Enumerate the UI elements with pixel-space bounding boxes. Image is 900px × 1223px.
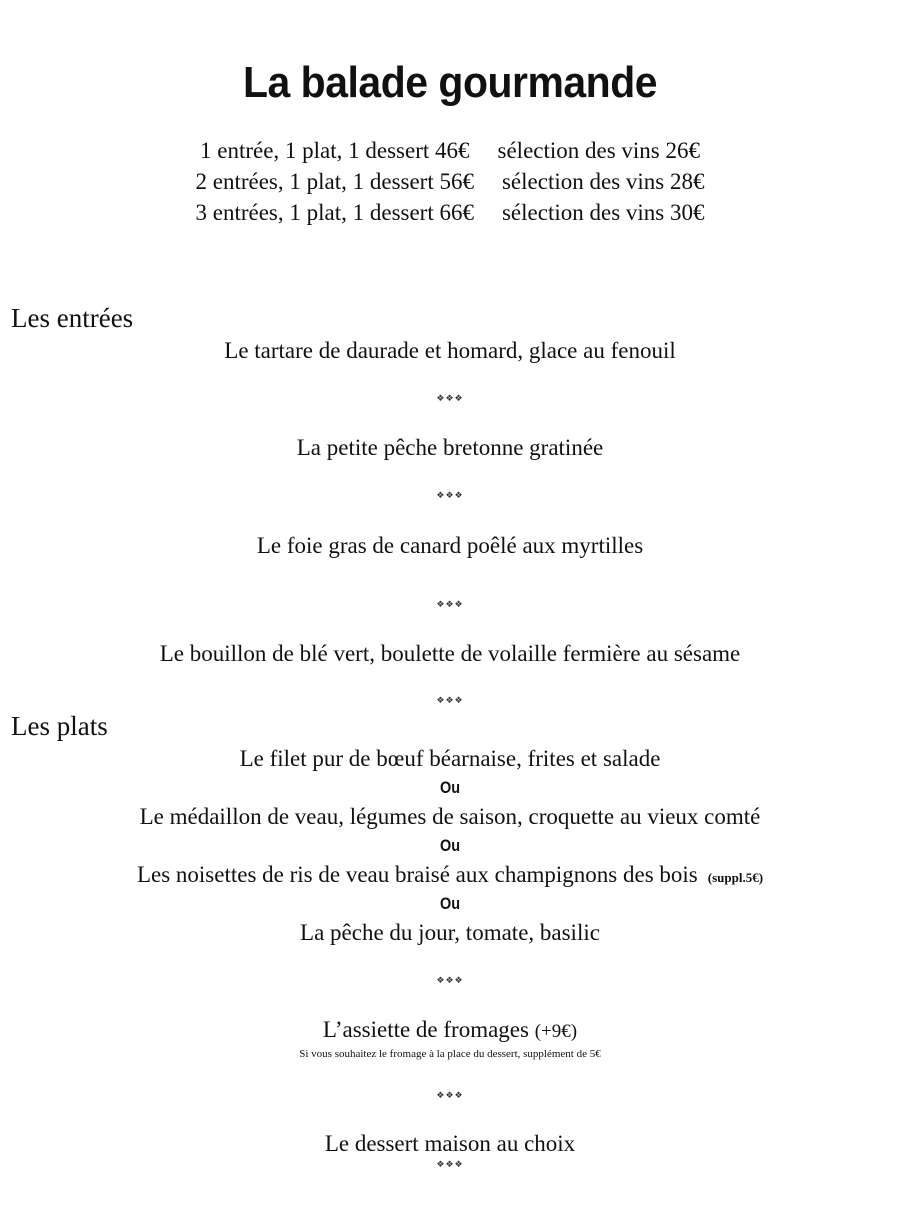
formula-line-3	[0, 200, 900, 226]
formula-wine-3: sélection des vins 30€	[501, 200, 705, 225]
dessert-item: Le dessert maison au choix	[324, 1131, 576, 1156]
plat-item: Les noisettes de ris de veau braisé aux champignons des bois	[136, 862, 698, 887]
plat-item-with-supplement	[0, 862, 900, 888]
or-label: Ou	[439, 894, 461, 913]
plat-item: Le médaillon de veau, légumes de saison, croquette au vieux comté	[139, 804, 761, 829]
cheese-price: (+9€)	[534, 1021, 578, 1042]
separator-ornament: ❖❖❖	[436, 1160, 464, 1170]
separator-ornament: ❖❖❖	[436, 394, 464, 404]
entree-item: Le tartare de daurade et homard, glace au fenouil	[224, 338, 676, 363]
separator-ornament: ❖❖❖	[436, 600, 464, 610]
plat-item: Le filet pur de bœuf béarnaise, frites et salade	[239, 746, 661, 771]
formula-wine-2: sélection des vins 28€	[501, 169, 705, 194]
section-heading-entrees: Les entrées	[11, 303, 134, 333]
or-label: Ou	[439, 778, 461, 797]
entree-item: Le foie gras de canard poêlé aux myrtilles	[256, 533, 644, 558]
formula-line-1	[0, 138, 900, 164]
separator-ornament: ❖❖❖	[436, 696, 464, 706]
formula-line-2	[0, 169, 900, 195]
separator-ornament: ❖❖❖	[436, 1091, 464, 1101]
entree-item: La petite pêche bretonne gratinée	[296, 435, 604, 460]
supplement-label: (suppl.5€)	[707, 870, 764, 885]
formula-wine-1: sélection des vins 26€	[497, 138, 701, 163]
cheese-line	[0, 1017, 900, 1043]
separator-ornament: ❖❖❖	[436, 491, 464, 501]
plat-item: La pêche du jour, tomate, basilic	[300, 920, 600, 945]
or-label: Ou	[439, 836, 461, 855]
cheese-note: Si vous souhaitez le fromage à la place du dessert, supplément de 5€	[299, 1048, 601, 1060]
formula-menu-3: 3 entrées, 1 plat, 1 dessert 66€	[195, 200, 474, 225]
separator-ornament: ❖❖❖	[436, 976, 464, 986]
formula-menu-1: 1 entrée, 1 plat, 1 dessert 46€	[199, 138, 470, 163]
section-heading-plats: Les plats	[11, 711, 108, 741]
entree-item: Le bouillon de blé vert, boulette de volaille fermière au sésame	[159, 641, 741, 666]
menu-title: La balade gourmande	[242, 58, 658, 107]
formula-menu-2: 2 entrées, 1 plat, 1 dessert 56€	[195, 169, 474, 194]
cheese-label: L’assiette de fromages	[322, 1017, 529, 1042]
